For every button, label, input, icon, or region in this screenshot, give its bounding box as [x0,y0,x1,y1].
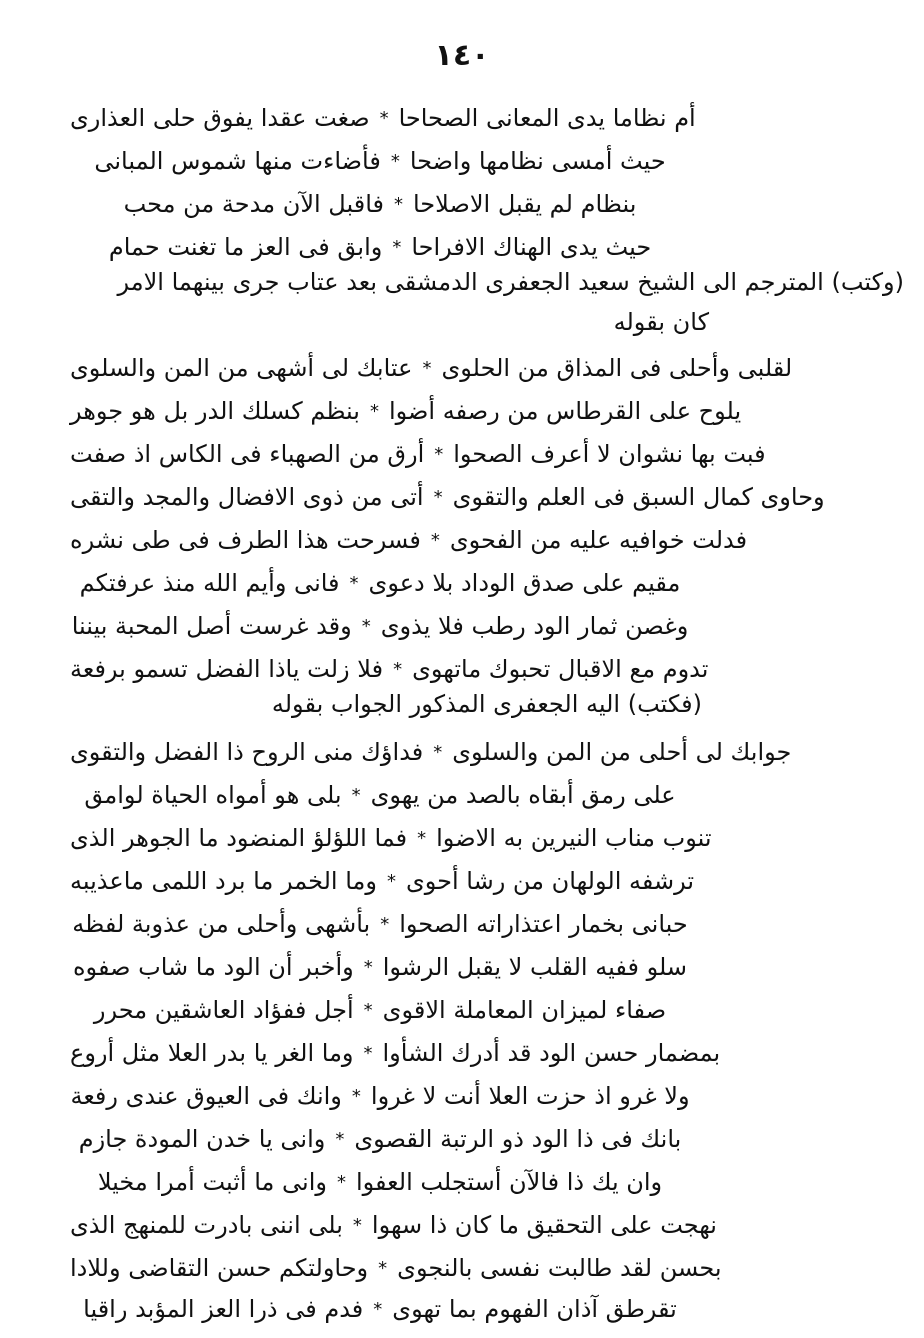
verse-first-hemistich: وأخبر أن الود ما شاب صفوه [72,953,354,981]
verse-line [70,1033,721,1073]
verse-separator: * [386,870,396,892]
verse-separator: * [349,572,359,594]
verse-second-hemistich: أم نظاما يدى المعانى الصحاحا [398,104,696,132]
verse-first-hemistich: بنظم كسلك الدر بل هو جوهر [70,397,360,425]
verse-line [70,477,825,517]
verse-second-hemistich: فدلت خوافيه عليه من الفحوى [449,526,748,554]
verse-second-hemistich: يلوح على القرطاس من رصفه أضوا [388,397,742,425]
verse-second-hemistich: نهجت على التحقيق ما كان ذا سهوا [371,1211,717,1239]
verse-second-hemistich: تقرطق آذان الفهوم بما تهوى [392,1295,677,1323]
verse-line [70,348,793,388]
verse-second-hemistich: بانك فى ذا الود ذو الرتبة القصوى [354,1125,682,1153]
verse-first-hemistich: وانى يا خدن المودة جازم [78,1125,326,1153]
verse-first-hemistich: وانى ما أثبت أمرا مخيلا [97,1168,327,1196]
verse-second-hemistich: ترشفه الولهان من رشا أحوى [405,867,695,895]
verse-second-hemistich: وحاوى كمال السبق فى العلم والتقوى [452,483,825,511]
verse-separator: * [351,1085,361,1107]
verse-first-hemistich: فأضاءت منها شموس المبانى [94,147,381,175]
verse-first-hemistich: صغت عقدا يفوق حلى العذارى [70,104,370,132]
verse-first-hemistich: أجل ففؤاد العاشقين محرر [93,996,354,1024]
verse-second-hemistich: تنوب مناب النيرين به الاضوا [436,824,712,852]
verse-line [70,818,712,858]
verse-first-hemistich: فدم فى ذرا العز المؤبد راقيا [83,1295,364,1323]
verse-line [70,775,690,815]
verse-second-hemistich: حيث يدى الهناك الافراحا [411,233,652,261]
verse-separator: * [422,357,432,379]
verse-line [70,1205,717,1245]
verse-first-hemistich: وانك فى العيوق عندى رفعة [70,1082,342,1110]
verse-first-hemistich: فسرحت هذا الطرف فى طى نشره [70,526,421,554]
verse-second-hemistich: بحسن لقد طالبت نفسى بالنجوى [397,1254,722,1282]
verse-line [70,904,690,944]
verse-separator: * [363,999,373,1021]
verse-separator: * [379,107,389,129]
verse-line [70,98,696,138]
verse-second-hemistich: حبانى بخمار اعتذاراته الصحوا [399,910,688,938]
verse-line [70,861,695,901]
verse-line [70,947,690,987]
verse-second-hemistich: وان يك ذا فالآن أستجلب العفوا [355,1168,663,1196]
verse-first-hemistich: عتابك لى أشهى من المن والسلوى [70,354,413,382]
verse-separator: * [417,827,427,849]
verse-separator: * [434,443,444,465]
verse-line [70,649,709,689]
verse-second-hemistich: مقيم على صدق الوداد بلا دعوى [368,569,681,597]
verse-separator: * [433,741,443,763]
verse-second-hemistich: بنظام لم يقبل الاصلاحا [412,190,637,218]
verse-line [70,606,690,646]
verse-line [70,141,690,181]
verse-line [70,990,690,1030]
page-number: ١٤٠ [434,38,490,73]
prose-line: (فكتب) اليه الجعفرى المذكور الجواب بقوله [271,690,702,718]
verse-second-hemistich: تدوم مع الاقبال تحبوك ماتهوى [412,655,709,683]
verse-first-hemistich: بلى هو أمواه الحياة لوامق [84,781,342,809]
verse-separator: * [390,150,400,172]
verse-separator: * [393,658,403,680]
verse-separator: * [378,1257,388,1279]
verse-line [70,1162,690,1202]
verse-separator: * [361,615,371,637]
verse-second-hemistich: وغصن ثمار الود رطب فلا يذوى [380,612,689,640]
verse-separator: * [380,913,390,935]
verse-line [70,184,690,224]
verse-separator: * [351,784,361,806]
verse-first-hemistich: وقد غرست أصل المحبة بيننا [71,612,352,640]
verse-line [70,732,792,772]
verse-first-hemistich: أرق من الصهباء فى الكاس اذ صفت [70,440,425,468]
verse-line [70,1076,690,1116]
verse-first-hemistich: وما الخمر ما برد اللمى ماعذيبه [70,867,377,895]
verse-second-hemistich: سلو ففيه القلب لا يقبل الرشوا [382,953,688,981]
verse-line [70,1119,690,1159]
verse-separator: * [393,193,403,215]
verse-second-hemistich: بمضمار حسن الود قد أدرك الشأوا [382,1039,721,1067]
verse-second-hemistich: جوابك لى أحلى من المن والسلوى [452,738,792,766]
verse-second-hemistich: لقلبى وأحلى فى المذاق من الحلوى [441,354,793,382]
verse-second-hemistich: فبت بها نشوان لا أعرف الصحوا [453,440,766,468]
verse-first-hemistich: فاقبل الآن مدحة من محب [123,190,384,218]
prose-line: (وكتب) المترجم الى الشيخ سعيد الجعفرى الدمشقى بعد عتاب جرى بينهما الامر [117,268,904,296]
verse-first-hemistich: فداؤك منى الروح ذا الفضل والتقوى [70,738,424,766]
verse-separator: * [373,1298,383,1320]
verse-separator: * [369,400,379,422]
verse-first-hemistich: أتى من ذوى الافضال والمجد والتقى [70,483,424,511]
verse-separator: * [363,1042,373,1064]
verse-separator: * [363,956,373,978]
verse-line [70,520,748,560]
verse-first-hemistich: فما اللؤلؤ المنضود ما الجوهر الذى [70,824,408,852]
verse-line [70,391,742,431]
verse-first-hemistich: بأشهى وأحلى من عذوبة لفظه [72,910,371,938]
verse-separator: * [352,1214,362,1236]
verse-first-hemistich: بلى اننى بادرت للمنهج الذى [70,1211,343,1239]
verse-separator: * [430,529,440,551]
verse-first-hemistich: وما الغر يا بدر العلا مثل أروع [70,1039,354,1067]
verse-separator: * [392,236,402,258]
verse-first-hemistich: فلا زلت ياذا الفضل تسمو برفعة [70,655,384,683]
verse-line [70,434,766,474]
verse-second-hemistich: ولا غرو اذ حزت العلا أنت لا غروا [370,1082,690,1110]
verse-line [70,563,690,603]
verse-separator: * [433,486,443,508]
verse-second-hemistich: حيث أمسى نظامها واضحا [409,147,666,175]
verse-second-hemistich: صفاء لميزان المعاملة الاقوى [382,996,667,1024]
verse-first-hemistich: وابق فى العز ما تغنت حمام [108,233,383,261]
verse-first-hemistich: فانى وأيم الله منذ عرفتكم [79,569,340,597]
verse-line [70,1248,722,1288]
verse-line [70,1291,690,1327]
verse-first-hemistich: وحاولتكم حسن التقاضى وللادا [70,1254,369,1282]
verse-separator: * [336,1171,346,1193]
verse-line [70,227,690,267]
verse-second-hemistich: على رمق أبقاه بالصد من يهوى [370,781,676,809]
verse-separator: * [335,1128,345,1150]
prose-continuation: كان بقوله [613,308,709,336]
